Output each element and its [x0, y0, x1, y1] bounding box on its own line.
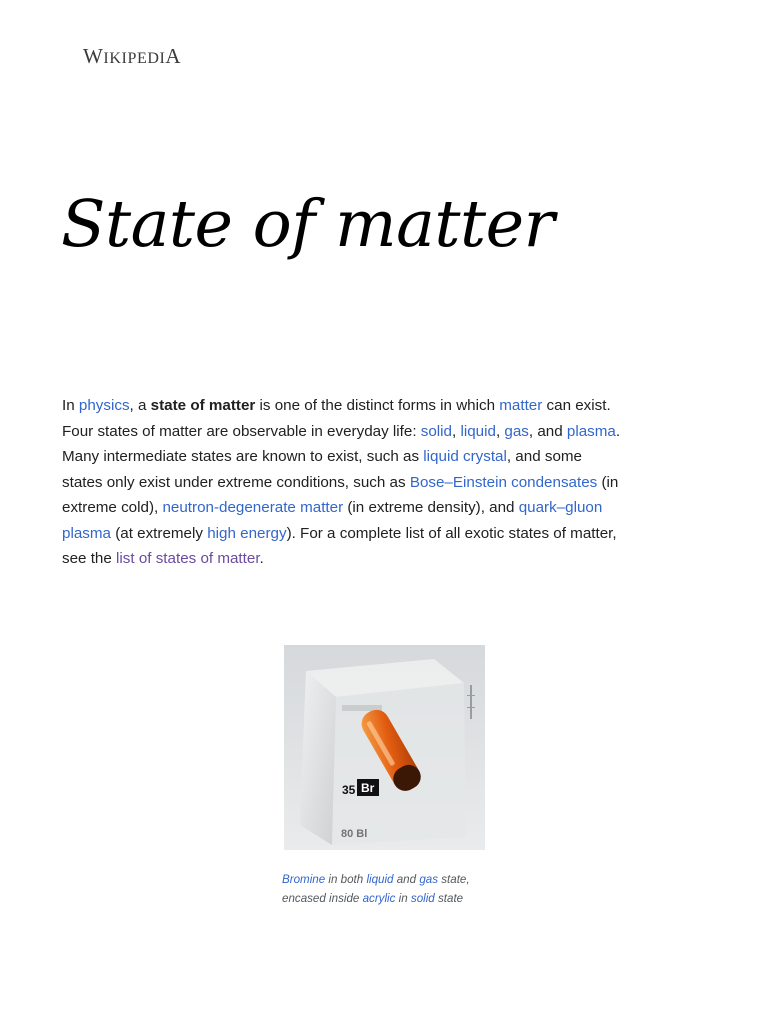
link-liquid-crystal[interactable]: liquid crystal — [423, 448, 507, 465]
element-number: 35 — [342, 783, 356, 797]
text-run: (at extremely — [110, 524, 208, 542]
caption-link-bromine[interactable]: Bromine — [282, 873, 326, 886]
text-run: , — [452, 422, 461, 440]
bromine-cube-illustration — [284, 645, 485, 850]
text-run: . Many intermediate states are known to exist, such as — [62, 422, 621, 465]
link-quark-gluon-plasma[interactable]: quark–gluon plasma — [62, 499, 603, 542]
text-run: can exist. Four states of matter are observable in everyday life: — [62, 397, 611, 440]
link-neutron-degenerate-matter[interactable]: neutron-degenerate matter — [162, 499, 344, 516]
intro-paragraph — [62, 393, 622, 572]
element-symbol: Br — [361, 781, 375, 795]
caption-link-solid[interactable]: solid — [410, 891, 435, 905]
wikipedia-wordmark[interactable] — [83, 44, 181, 69]
text-run: , and some states only exist under extreme conditions, such as — [62, 448, 582, 491]
text-run: In — [62, 397, 79, 414]
link-matter[interactable]: matter — [499, 397, 543, 414]
partial-label: 80 Bl — [341, 828, 368, 840]
link-physics[interactable]: physics — [78, 397, 130, 414]
page-title: State of matter — [61, 187, 555, 262]
link-list-of-states-of-matter[interactable]: list of states of matter — [116, 550, 260, 567]
link-solid[interactable]: solid — [420, 422, 453, 440]
wordmark-text: WIKIPEDIA — [83, 44, 182, 68]
link-gas[interactable]: gas — [504, 422, 529, 440]
figure-caption — [282, 871, 492, 908]
text-run: is one of the distinct forms in which — [255, 397, 500, 414]
text-run: . — [259, 550, 264, 567]
text-run: , and — [528, 422, 567, 440]
caption-link-acrylic[interactable]: acrylic — [362, 891, 396, 905]
caption-text-run: in both — [325, 873, 367, 886]
bold-term: state of matter — [150, 397, 256, 414]
text-run: , — [495, 422, 505, 440]
text-run: (in extreme cold), — [62, 473, 619, 516]
caption-text-run: state — [434, 891, 464, 905]
caption-text-run: and — [393, 873, 420, 886]
caption-link-gas[interactable]: gas — [419, 873, 439, 886]
link-high-energy[interactable]: high energy — [207, 524, 287, 542]
text-run: , a — [129, 397, 151, 414]
caption-text-run: in — [395, 891, 411, 905]
link-bose-einstein-condensates[interactable]: Bose–Einstein condensates — [409, 473, 598, 491]
text-run: (in extreme density), and — [343, 499, 519, 516]
text-run: ). For a complete list of all exotic states of matter, see the — [62, 524, 617, 567]
caption-link-liquid[interactable]: liquid — [366, 873, 394, 886]
link-liquid[interactable]: liquid — [460, 422, 496, 440]
link-plasma[interactable]: plasma — [566, 422, 616, 440]
caption-text-run: state, encased inside — [282, 873, 470, 905]
bromine-image[interactable] — [284, 645, 485, 850]
